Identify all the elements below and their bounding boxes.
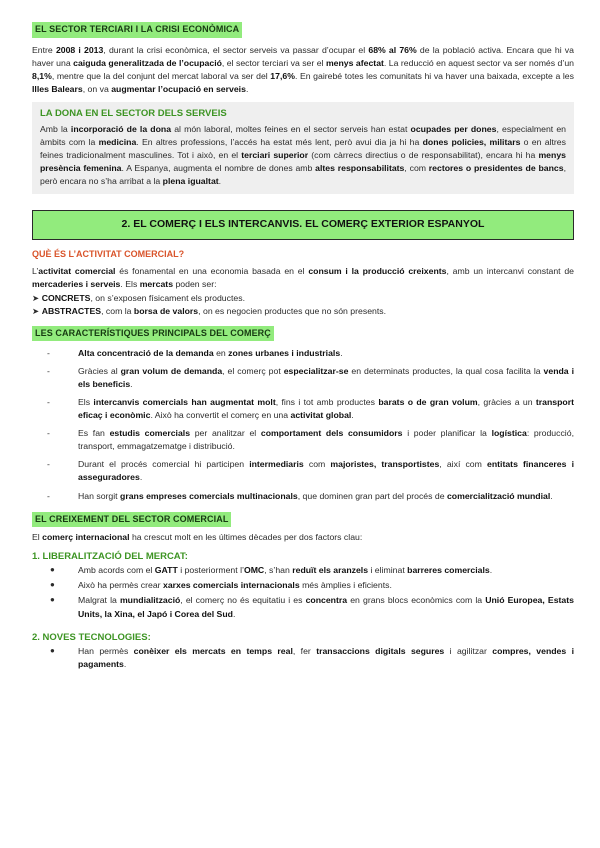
list-item-text: Malgrat la mundialització, el comerç no és equitatiu i es concentra en grans blocs econòmics com la Unió Europea, Estats Units, la Xina, el Japó i Corea del Sud. — [78, 595, 574, 619]
characteristic-item-5 — [32, 458, 574, 484]
list-item-text: Han permès conèixer els mercats en temps real, fer transaccions digitals segures i agilitzar compres, vendes i pagaments. — [78, 645, 575, 669]
arrow-icon: ➤ — [32, 305, 40, 316]
list-marker: ● — [50, 580, 55, 590]
technologies-heading: 2. NOVES TECNOLOGIES: — [32, 631, 151, 643]
growth-heading: EL CREIXEMENT DEL SECTOR COMERCIAL — [32, 512, 231, 528]
characteristic-item-1 — [32, 347, 574, 360]
list-marker: - — [47, 348, 50, 359]
characteristics-list — [32, 347, 574, 502]
section-2-title-bar: 2. EL COMERÇ I ELS INTERCANVIS. EL COMERÇ EXTERIOR ESPANYOL — [32, 210, 574, 240]
characteristic-item-3 — [32, 396, 574, 422]
list-marker: - — [47, 366, 50, 377]
characteristics-heading: LES CARACTERÍSTIQUES PRINCIPALS DEL COMERÇ — [32, 326, 274, 342]
market-type-concrete — [32, 292, 574, 305]
women-box-paragraph: Amb la incorporació de la dona al món laboral, moltes feines en el sector serveis han estat ocupades per dones, especialment en àmbits com la medicina. En altres professions, l’accés ha estat més lent, però avui dia ja hi ha dones policies, militars o en altres feines tradicionalment masculines. Tot i això, en el terciari superior (com càrrecs directius o de responsabilitat), encara hi ha menys presència femenina. A Espanya, augmenta el nombre de dones amb altes responsabilitats, com rectores o presidentes de bancs, però encara no s’ha arribat a la plena igualtat. — [40, 123, 567, 187]
list-marker: - — [47, 459, 50, 470]
list-marker: - — [47, 490, 50, 501]
liberalization-item-2 — [32, 579, 574, 592]
liberalization-item-1 — [32, 564, 574, 577]
crisis-paragraph: Entre 2008 i 2013, durant la crisi econòmica, el sector serveis va passar d’ocupar el 68% al 76% de la població activa. Encara que hi va haver una caiguda generalitzada de l’ocupació, el sector terciari va ser el menys afectat. La reducció en aquest sector va ser només d’un 8,1%, mentre que la del conjunt del mercat laboral va ser del 17,6%. En gairebé totes les comunitats hi va haver una baixada, excepte a les Illes Balears, on va augmentar l’ocupació en serveis. — [32, 44, 574, 94]
women-services-box — [32, 102, 574, 194]
commercial-activity-heading: QUÈ ÉS L’ACTIVITAT COMERCIAL? — [32, 248, 185, 259]
section-title-crisis: EL SECTOR TERCIARI I LA CRISI ECONÒMICA — [32, 22, 242, 38]
characteristic-item-2 — [32, 365, 574, 391]
section-crisis — [32, 22, 574, 96]
list-item-text: Això ha permès crear xarxes comercials internacionals més àmplies i eficients. — [78, 580, 392, 591]
list-item-text: Han sorgit grans empreses comercials multinacionals, que dominen gran part del procés de comercialització mundial. — [78, 490, 553, 501]
list-marker: ● — [50, 595, 55, 605]
liberalization-list — [32, 564, 574, 620]
list-item-text: Alta concentració de la demanda en zones urbanes i industrials. — [78, 348, 343, 359]
list-marker: ● — [50, 645, 55, 655]
growth-paragraph: El comerç internacional ha crescut molt en les últimes dècades per dos factors clau: — [32, 532, 363, 543]
list-item-text: Es fan estudis comercials per analitzar el comportament dels consumidors i poder planificar la logística: producció, transport, emmagatzematge i distribució. — [78, 428, 574, 452]
list-item-text: Els intercanvis comercials han augmentat molt, fins i tot amb productes barats o de gran volum, gràcies a un transport eficaç i econòmic. Això ha convertit el comerç en una activitat global. — [78, 397, 575, 421]
market-type-abstract-text: ABSTRACTES, com la borsa de valors, on es negocien productes que no són presents. — [41, 305, 387, 316]
market-type-abstract — [32, 305, 574, 318]
characteristic-item-6 — [32, 490, 574, 503]
commercial-activity-paragraph: L’activitat comercial és fonamental en una economia basada en el consum i la producció creixents, amb un intercanvi constant de mercaderies i serveis. Els mercats poden ser: — [32, 266, 575, 290]
technology-item-1 — [32, 645, 574, 671]
market-type-concrete-text: CONCRETS, on s’exposen físicament els productes. — [41, 292, 245, 303]
list-marker: - — [47, 397, 50, 408]
liberalization-item-3 — [32, 594, 574, 620]
market-types-list — [32, 292, 574, 318]
list-item-text: Durant el procés comercial hi participen intermediaris com majoristes, transportistes, així com entitats financeres i asseguradores. — [78, 459, 574, 483]
characteristic-item-4 — [32, 427, 574, 453]
technologies-list — [32, 645, 574, 671]
list-item-text: Amb acords com el GATT i posteriorment l’OMC, s’han reduït els aranzels i eliminat barreres comercials. — [78, 565, 493, 576]
liberalization-heading: 1. LIBERALITZACIÓ DEL MERCAT: — [32, 551, 188, 563]
list-item-text: Gràcies al gran volum de demanda, el comerç pot especialitzar-se en determinats productes, la qual cosa facilita la venda i els beneficis. — [78, 366, 575, 390]
list-marker: - — [47, 428, 50, 439]
arrow-icon: ➤ — [32, 292, 40, 303]
list-marker: ● — [50, 565, 55, 575]
women-box-title: LA DONA EN EL SECTOR DELS SERVEIS — [40, 107, 227, 119]
